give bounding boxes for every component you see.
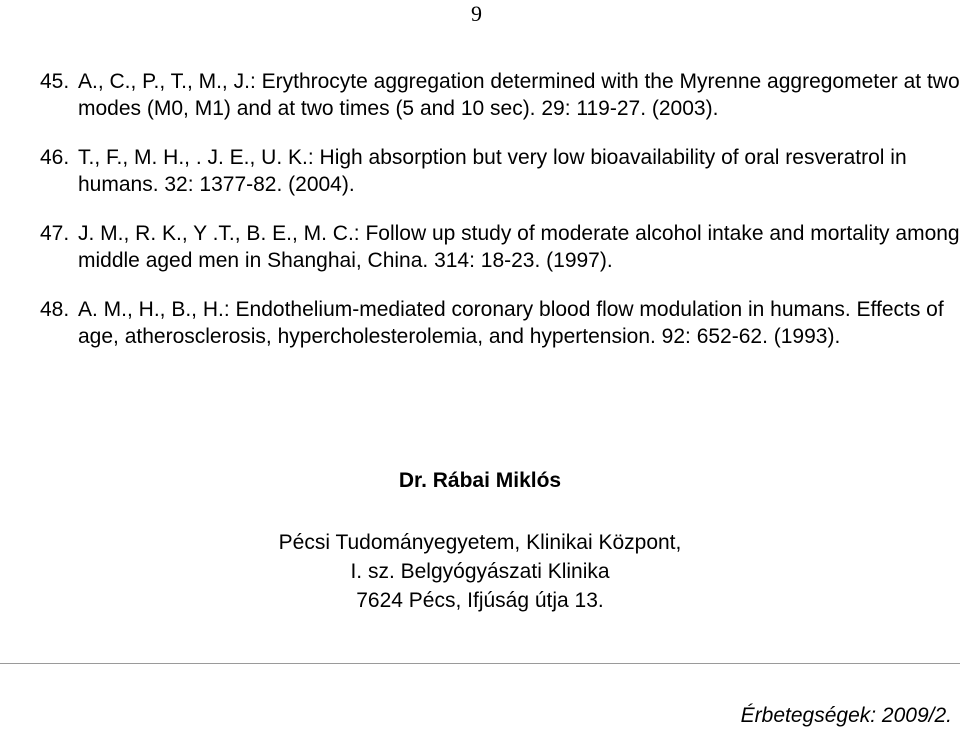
author-address: 7624 Pécs, Ifjúság útja 13. (356, 589, 604, 612)
reference-number: 46. (40, 146, 70, 169)
reference-text: J. M., R. K., Y .T., B. E., M. C.: Follow up study of moderate alcohol intake and mortality among middle aged men in Shanghai, China. 314: 18-23. (1997). (78, 222, 960, 272)
reference-item (40, 144, 960, 198)
reference-text: A., C., P., T., M., J.: Erythrocyte aggregation determined with the Myrenne aggregometer at two modes (M0, M1) and at two times (5 and 10 sec). 29: 119-27. (2003). (78, 70, 960, 120)
reference-number: 47. (40, 222, 70, 245)
reference-number: 48. (40, 298, 70, 321)
reference-number: 45. (40, 70, 70, 93)
reference-item (40, 220, 960, 274)
reference-item (40, 296, 960, 350)
author-affiliation (0, 528, 960, 615)
footer-divider (0, 663, 960, 664)
reference-text: A. M., H., B., H.: Endothelium-mediated coronary blood flow modulation in humans. Effects of age, atherosclerosis, hypercholesterolemia, and hypertension. 92: 652-62. (1993). (78, 298, 944, 348)
institution-line: I. sz. Belgyógyászati Klinika (350, 560, 610, 583)
author-signature (0, 466, 960, 615)
author-name: Dr. Rábai Miklós (398, 469, 562, 492)
page-number: 9 (471, 1, 482, 26)
institution-line: Pécsi Tudományegyetem, Klinikai Központ, (278, 531, 682, 554)
reference-text: T., F., M. H., . J. E., U. K.: High absorption but very low bioavailability of oral resveratrol in humans. 32: 1377-82. (2004). (78, 146, 907, 196)
reference-list (40, 68, 960, 372)
journal-footer: Érbetegségek: 2009/2. (740, 704, 952, 727)
reference-item (40, 68, 960, 122)
